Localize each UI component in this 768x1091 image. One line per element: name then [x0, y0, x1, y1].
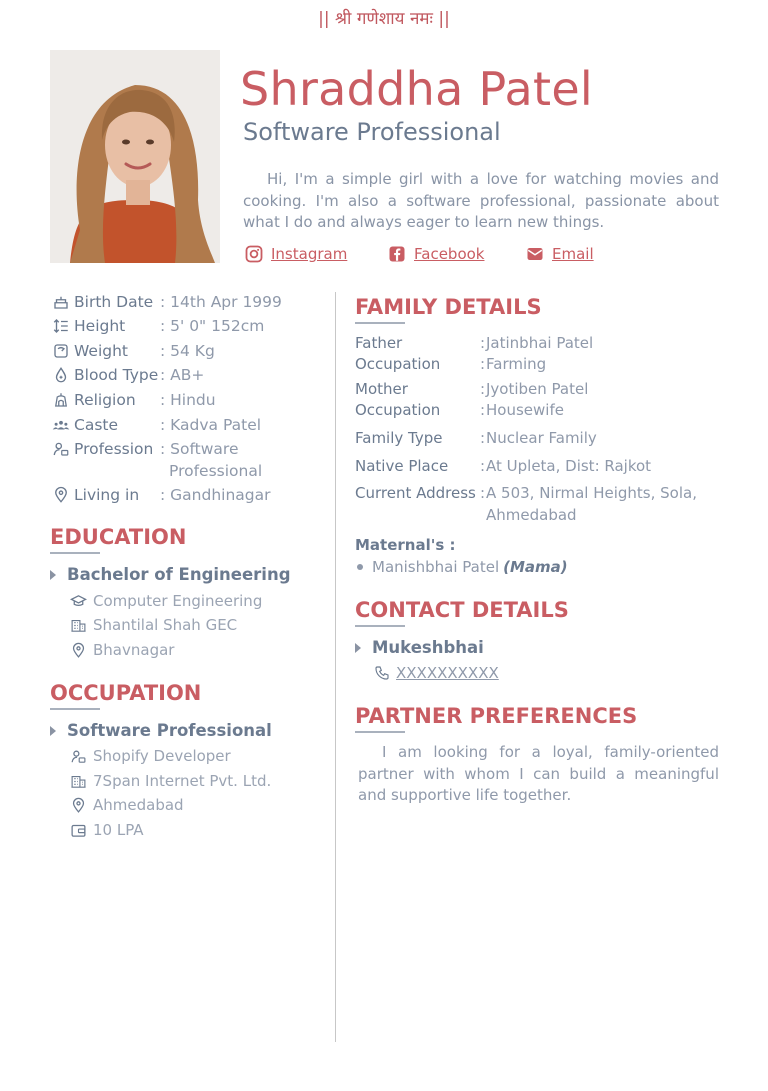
maternal-title: Maternal's : — [355, 536, 456, 554]
bullet-arrow-icon — [50, 570, 56, 580]
profile-intro: Hi, I'm a simple girl with a love for watching movies and cooking. I'm also a software professional, passionate about what I do and always eager to learn new things. — [243, 170, 719, 231]
info-caste: Caste : Kadva Patel — [52, 414, 70, 434]
instagram-label: Instagram — [271, 245, 348, 263]
instagram-icon — [245, 245, 263, 263]
profile-photo-illustration — [50, 50, 220, 263]
occupation-salary: 10 LPA — [70, 821, 144, 839]
contact-underline — [355, 625, 405, 627]
religion-icon — [52, 391, 70, 409]
location-pin-icon — [52, 486, 70, 504]
family-title: FAMILY DETAILS — [355, 295, 542, 319]
blessing-header: || श्री गणेशाय नमः || — [318, 9, 450, 29]
info-height: Height : 5' 0" 152cm — [52, 315, 70, 335]
social-links — [243, 245, 719, 267]
info-birth-date: Birth Date : 14th Apr 1999 — [52, 291, 70, 311]
wallet-icon — [70, 822, 87, 839]
building-icon — [70, 773, 87, 790]
instagram-link[interactable] — [245, 245, 347, 263]
partner-title: PARTNER PREFERENCES — [355, 704, 638, 728]
occupation-title: OCCUPATION — [50, 681, 202, 705]
blood-drop-icon — [52, 366, 70, 384]
height-icon — [52, 317, 70, 335]
user-briefcase-icon — [52, 440, 70, 458]
education-branch: Computer Engineering — [70, 592, 262, 610]
location-pin-icon — [70, 797, 87, 814]
column-divider — [335, 292, 336, 1042]
education-college: Shantilal Shah GEC — [70, 616, 237, 634]
facebook-label: Facebook — [414, 245, 485, 263]
partner-underline — [355, 731, 405, 733]
info-profession: Profession : Software — [52, 438, 70, 458]
cake-icon — [52, 293, 70, 311]
profile-role: Software Professional — [243, 118, 501, 146]
maternal-item: Manishbhai Patel (Mama) — [357, 558, 568, 576]
location-pin-icon — [70, 642, 87, 659]
bullet-arrow-icon — [50, 726, 56, 736]
info-religion: Religion : Hindu — [52, 389, 70, 409]
education-degree: Bachelor of Engineering — [50, 565, 291, 584]
occupation-role: Software Professional — [50, 721, 272, 740]
contact-phone-link[interactable]: XXXXXXXXXX — [374, 664, 499, 682]
profile-name: Shraddha Patel — [240, 62, 593, 116]
profile-photo — [50, 50, 220, 263]
user-briefcase-icon — [70, 748, 87, 765]
contact-title: CONTACT DETAILS — [355, 598, 569, 622]
people-icon — [52, 416, 70, 434]
occupation-city: Ahmedabad — [70, 796, 184, 814]
partner-text: I am looking for a loyal, family-oriented partner with whom I can build a meaningful and supportive life together. — [358, 743, 719, 804]
info-weight: Weight : 54 Kg — [52, 340, 70, 360]
bullet-arrow-icon — [355, 643, 361, 653]
weight-scale-icon — [52, 342, 70, 360]
email-label: Email — [552, 245, 594, 263]
phone-icon — [374, 665, 390, 681]
email-icon — [526, 245, 544, 263]
info-living-in: Living in : Gandhinagar — [52, 484, 70, 504]
bullet-dot — [357, 564, 363, 570]
facebook-icon — [388, 245, 406, 263]
info-blood-type: Blood Type : AB+ — [52, 364, 70, 384]
occupation-company: 7Span Internet Pvt. Ltd. — [70, 772, 271, 790]
facebook-link[interactable] — [388, 245, 484, 263]
education-underline — [50, 552, 100, 554]
occupation-underline — [50, 708, 100, 710]
family-underline — [355, 322, 405, 324]
education-title: EDUCATION — [50, 525, 187, 549]
graduation-cap-icon — [70, 593, 87, 610]
building-icon — [70, 617, 87, 634]
contact-name: Mukeshbhai — [355, 638, 484, 657]
education-city: Bhavnagar — [70, 641, 174, 659]
email-link[interactable] — [526, 245, 594, 263]
occupation-job: Shopify Developer — [70, 747, 231, 765]
